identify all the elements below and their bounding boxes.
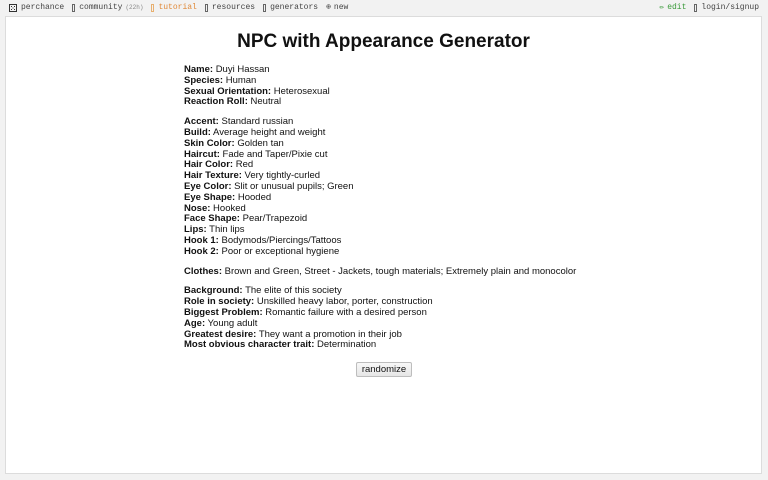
field-value: Duyi Hassan [215,64,270,75]
field-label: Biggest Problem: [184,306,263,318]
field-hook-2 [184,247,576,258]
field-label: Accent: [184,116,219,128]
nav-tutorial[interactable] [151,3,196,12]
npc-output [184,65,576,360]
nav-left [9,3,356,12]
field-value: Fade and Taper/Pixie cut [222,148,328,160]
field-reaction-roll [184,97,576,108]
nav-community-label: community [79,3,123,12]
field-value: Young adult [207,317,258,329]
background-group [184,286,576,351]
field-label: Eye Shape: [184,191,236,203]
field-label: Eye Color: [184,180,232,192]
page-title: NPC with Appearance Generator [237,31,530,52]
field-value: Hooked [213,202,246,214]
field-label: Face Shape: [184,213,240,225]
field-label: Haircut: [184,148,220,160]
identity-group [184,65,576,108]
nav-new[interactable] [326,3,348,12]
field-label: Name: [184,64,214,75]
field-value: Neutral [250,96,282,108]
box-glyph-icon [151,4,154,12]
field-label: Hook 2: [184,245,219,257]
box-glyph-icon [694,4,697,12]
nav-edit[interactable] [659,3,686,12]
field-label: Skin Color: [184,137,235,149]
nav-edit-label: edit [667,3,687,12]
nav-perchance[interactable] [9,3,64,12]
field-label: Background: [184,285,243,297]
field-value: The elite of this society [245,285,342,297]
field-label: Clothes: [184,265,222,277]
appearance-group [184,117,576,257]
field-label: Sexual Orientation: [184,85,272,97]
box-glyph-icon [263,4,266,12]
nav-new-label: new [333,3,349,12]
field-clothes [184,267,576,278]
field-label: Lips: [184,224,207,236]
randomize-button[interactable]: randomize [356,362,412,377]
nav-login-signup[interactable] [694,3,759,12]
nav-perchance-label: perchance [21,3,65,12]
box-glyph-icon [205,4,208,12]
box-glyph-icon [72,4,75,12]
clothes-group [184,267,576,278]
field-value: Red [235,159,254,171]
field-label: Build: [184,126,211,138]
field-value: They want a promotion in their job [258,328,402,340]
plus-circle-icon: ⊕ [326,2,331,12]
field-value: Hooded [237,191,272,203]
field-label: Age: [184,317,206,329]
dice-icon [9,4,17,12]
field-value: Heterosexual [273,85,330,97]
field-value: Poor or exceptional hygiene [221,245,340,257]
field-value: Bodymods/Piercings/Tattoos [221,234,342,246]
community-activity-badge: (22h) [125,4,144,11]
field-value: Golden tan [237,137,284,149]
field-value: Brown and Green, Street - Jackets, tough materials; Extremely plain and monocolor [224,265,577,277]
field-value: Standard russian [221,116,294,128]
field-character-trait [184,340,576,351]
field-label: Nose: [184,202,211,214]
field-label: Hair Texture: [184,170,242,182]
field-value: Slit or unusual pupils; Green [234,180,354,192]
field-value: Romantic failure with a desired person [265,306,427,318]
nav-resources-label: resources [211,3,256,12]
field-label: Greatest desire: [184,328,257,340]
generator-page [5,16,762,474]
field-label: Hair Color: [184,159,234,171]
field-value: Unskilled heavy labor, porter, construction [256,296,433,308]
nav-community[interactable] [72,3,143,12]
nav-generators[interactable] [263,3,318,12]
nav-login-label: login/signup [701,3,759,12]
field-value: Pear/Trapezoid [242,213,308,225]
nav-right [651,3,759,12]
field-value: Very tightly-curled [244,170,321,182]
field-label: Hook 1: [184,234,219,246]
field-value: Determination [317,339,377,351]
top-navigation [0,0,768,16]
nav-tutorial-label: tutorial [158,3,197,12]
pencil-icon: ✏ [659,2,665,12]
field-value: Thin lips [209,224,245,236]
nav-resources[interactable] [205,3,255,12]
field-label: Role in society: [184,296,255,308]
field-label: Species: [184,74,224,86]
field-value: Average height and weight [213,126,326,138]
field-label: Most obvious character trait: [184,339,315,351]
field-value: Human [225,74,257,86]
nav-generators-label: generators [270,3,319,12]
field-label: Reaction Roll: [184,96,248,108]
